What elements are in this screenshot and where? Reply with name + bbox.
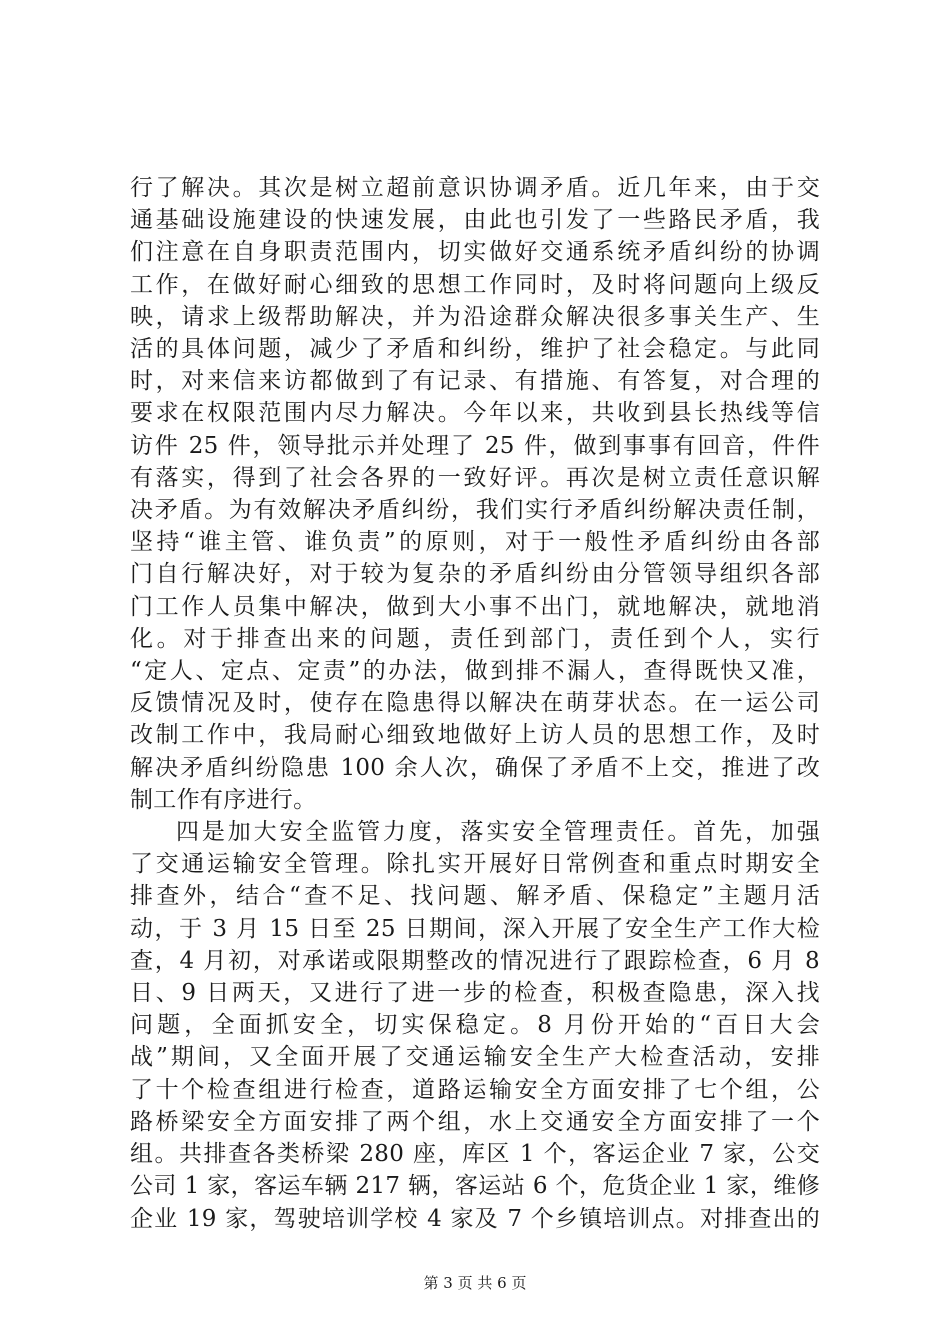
text-line: 查，4 月初，对承诺或限期整改的情况进行了跟踪检查，6 月 8 bbox=[130, 947, 820, 974]
page-number-footer: 第 3 页 共 6 页 bbox=[423, 1274, 527, 1292]
text-line: 排查外，结合“查不足、找问题、解矛盾、保稳定”主题月活 bbox=[130, 883, 820, 910]
text-line: 行了解决。其次是树立超前意识协调矛盾。近几年来，由于交 bbox=[130, 175, 820, 201]
text-line: 战”期间，又全面开展了交通运输安全生产大检查活动，安排 bbox=[130, 1044, 820, 1071]
text-line: 决矛盾。为有效解决矛盾纠纷，我们实行矛盾纠纷解决责任制， bbox=[130, 497, 820, 524]
text-line: 路桥梁安全方面安排了两个组，水上交通安全方面安排了一个 bbox=[130, 1108, 820, 1135]
text-line: 解决矛盾纠纷隐患 100 余人次，确保了矛盾不上交，推进了改 bbox=[130, 754, 820, 781]
text-line: 企业 19 家，驾驶培训学校 4 家及 7 个乡镇培训点。对排查出的 bbox=[130, 1205, 820, 1232]
text-line: 时，对来信来访都做到了有记录、有措施、有答复，对合理的 bbox=[130, 368, 820, 395]
text-line: 们注意在自身职责范围内，切实做好交通系统矛盾纠纷的协调 bbox=[130, 239, 820, 266]
text-line: 问题，全面抓安全，切实保稳定。8 月份开始的“百日大会 bbox=[130, 1012, 820, 1039]
text-line: 公司 1 家，客运车辆 217 辆，客运站 6 个，危货企业 1 家，维修 bbox=[130, 1173, 820, 1200]
text-line: 化。对于排查出来的问题，责任到部门，责任到个人，实行 bbox=[130, 625, 820, 652]
text-line: 映，请求上级帮助解决，并为沿途群众解决很多事关生产、生 bbox=[130, 303, 820, 330]
text-line: 活的具体问题，减少了矛盾和纠纷，维护了社会稳定。与此同 bbox=[130, 336, 820, 363]
text-line: 访件 25 件，领导批示并处理了 25 件，做到事事有回音，件件 bbox=[130, 432, 820, 459]
text-line: 了十个检查组进行检查，道路运输安全方面安排了七个组，公 bbox=[130, 1076, 820, 1103]
text-line: “定人、定点、定责”的办法，做到排不漏人，查得既快又准， bbox=[130, 658, 820, 685]
text-line: 日、9 日两天，又进行了进一步的检查，积极查隐患，深入找 bbox=[130, 980, 820, 1007]
text-line: 反馈情况及时，使存在隐患得以解决在萌芽状态。在一运公司 bbox=[130, 690, 820, 717]
document-body bbox=[130, 172, 820, 1235]
text-line: 门自行解决好，对于较为复杂的矛盾纠纷由分管领导组织各部 bbox=[130, 561, 820, 588]
text-line: 动，于 3 月 15 日至 25 日期间，深入开展了安全生产工作大检 bbox=[130, 915, 820, 942]
text-line: 改制工作中，我局耐心细致地做好上访人员的思想工作，及时 bbox=[130, 722, 820, 749]
text-line: 四是加大安全监管力度，落实安全管理责任。首先，加强 bbox=[176, 819, 820, 846]
text-line: 门工作人员集中解决，做到大小事不出门，就地解决，就地消 bbox=[130, 593, 820, 620]
text-line: 坚持“谁主管、谁负责”的原则，对于一般性矛盾纠纷由各部 bbox=[130, 529, 820, 556]
text-line: 工作，在做好耐心细致的思想工作同时，及时将问题向上级反 bbox=[130, 271, 820, 298]
text-line: 了交通运输安全管理。除扎实开展好日常例查和重点时期安全 bbox=[130, 851, 820, 878]
text-line: 要求在权限范围内尽力解决。今年以来，共收到县长热线等信 bbox=[130, 400, 820, 427]
text-line: 通基础设施建设的快速发展，由此也引发了一些路民矛盾，我 bbox=[130, 207, 820, 234]
text-line: 有落实，得到了社会各界的一致好评。再次是树立责任意识解 bbox=[130, 464, 820, 491]
text-line: 制工作有序进行。 bbox=[130, 786, 317, 813]
text-line: 组。共排查各类桥梁 280 座，库区 1 个，客运企业 7 家，公交 bbox=[130, 1141, 820, 1168]
